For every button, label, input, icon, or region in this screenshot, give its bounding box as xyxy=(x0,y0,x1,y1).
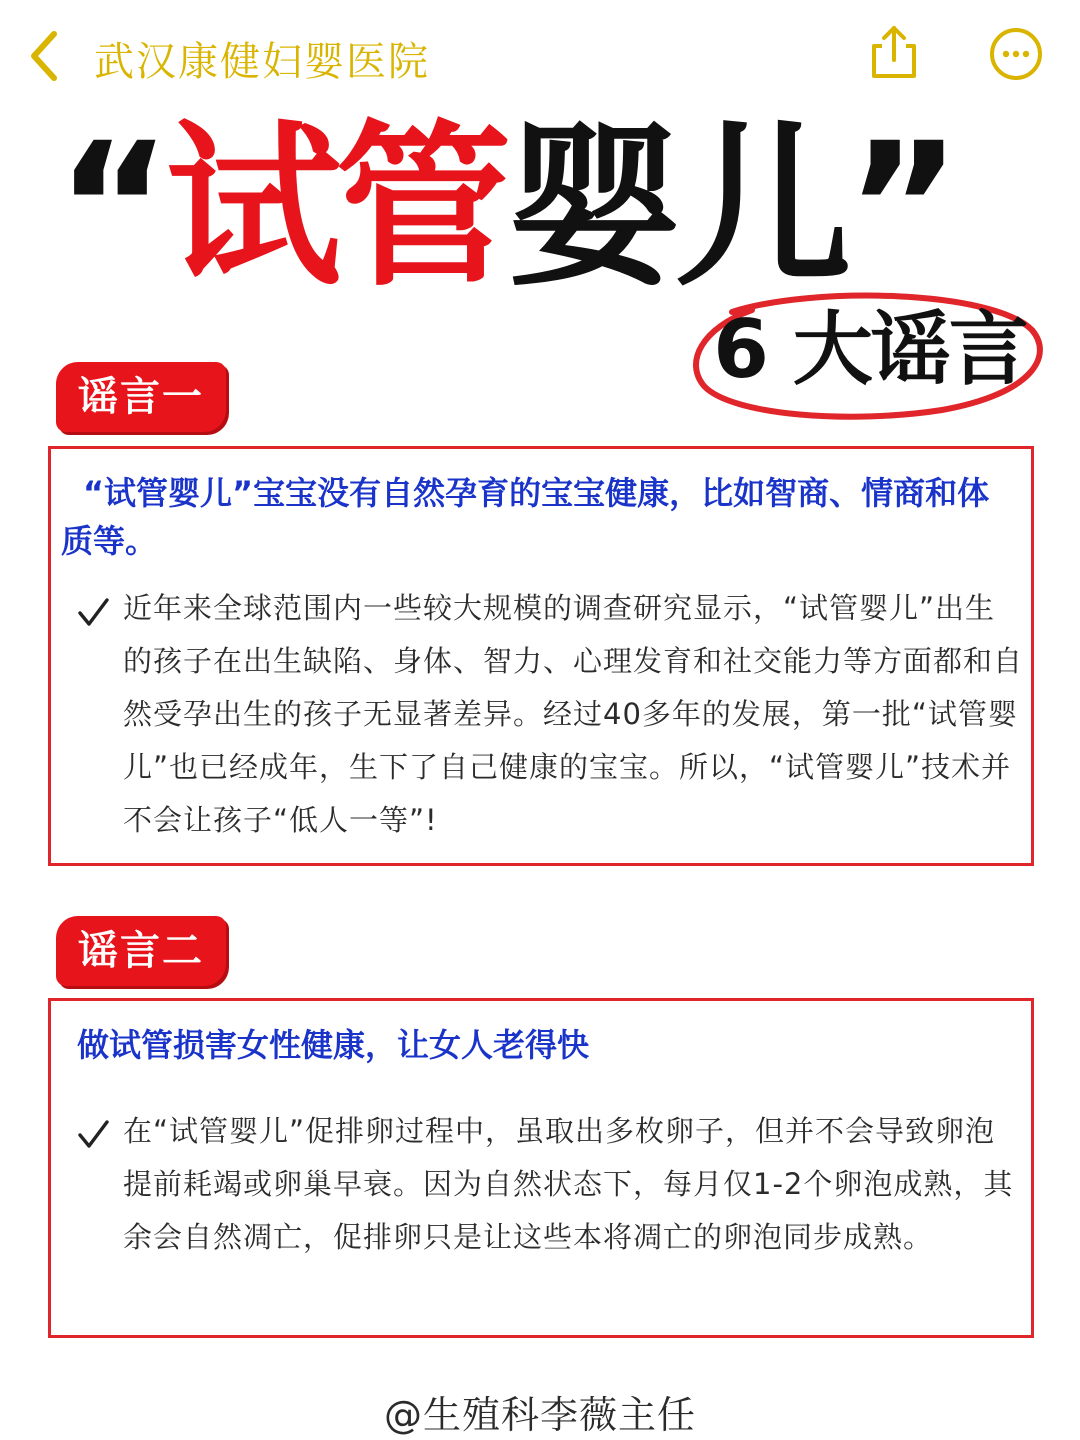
badge-text: 6 大谣言 xyxy=(713,303,1027,396)
six-myths-badge xyxy=(692,290,1048,420)
headline-red-text: 试管 xyxy=(165,105,506,310)
myth-2-tag: 谣言二 xyxy=(56,916,226,986)
account-title: 武汉康健妇婴医院 xyxy=(94,39,430,85)
headline-open-quote: “ xyxy=(56,105,166,310)
headline-black-text: 婴儿 xyxy=(505,105,846,310)
author-watermark: @生殖科李薇主任 xyxy=(383,1393,696,1437)
check-icon xyxy=(77,597,109,629)
more-icon[interactable] xyxy=(988,26,1044,82)
top-bar xyxy=(0,0,1080,110)
myth-1-card xyxy=(48,446,1034,866)
headline-close-quote: ” xyxy=(845,105,956,310)
myth-2-title: 做试管损害女性健康，让女人老得快 xyxy=(77,1026,590,1064)
check-icon xyxy=(77,1119,109,1151)
myth-1-tag: 谣言一 xyxy=(56,362,226,432)
chevron-left-icon[interactable] xyxy=(22,26,66,86)
myth-1-title: “试管婴儿”宝宝没有自然孕育的宝宝健康，比如智商、情商和体质等。 xyxy=(61,474,990,560)
myth-2-body: 在“试管婴儿”促排卵过程中，虽取出多枚卵子，但并不会导致卵泡提前耗竭或卵巢早衰。因为自然状态下，每月仅1-2个卵泡成熟，其余会自然凋亡，促排卵只是让这些本将凋亡的卵泡同步成熟。 xyxy=(123,1114,1014,1254)
myth-2-card xyxy=(48,998,1034,1338)
myth-1-body: 近年来全球范围内一些较大规模的调查研究显示，“试管婴儿”出生的孩子在出生缺陷、身体、智力、心理发育和社交能力等方面都和自然受孕出生的孩子无显著差异。经过40多年的发展，第一批“试管婴儿”也已经成年，生下了自己健康的宝宝。所以，“试管婴儿”技术并不会让孩子“低人一等”! xyxy=(123,591,1024,837)
share-icon[interactable] xyxy=(866,22,922,82)
headline xyxy=(56,105,1056,310)
